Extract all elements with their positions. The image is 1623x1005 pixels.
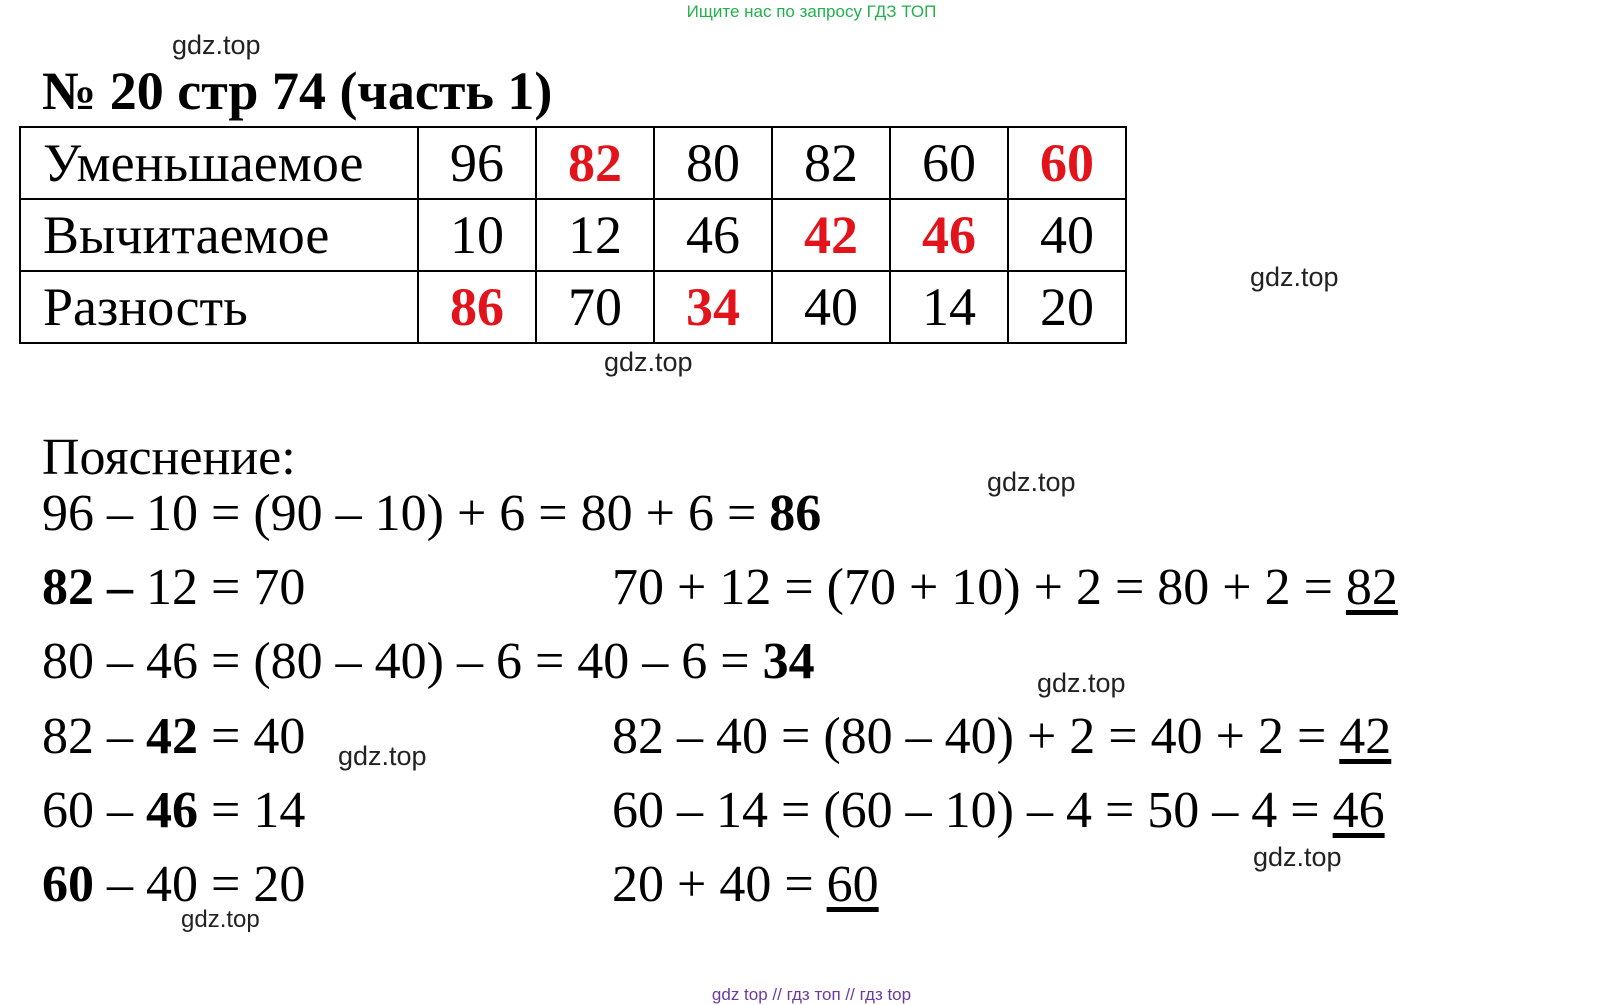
equation-segment: 46: [1332, 782, 1385, 839]
table-cell: 80: [654, 127, 772, 199]
explanation-heading: Пояснение:: [42, 429, 296, 486]
table-cell: 82: [772, 127, 890, 199]
equation-segment: 20 + 40 =: [612, 856, 827, 913]
watermark: gdz.top: [987, 467, 1076, 497]
equation-segment: 42: [1339, 708, 1392, 765]
equation-segment: = 14: [198, 782, 306, 839]
equation-segment: 60 –: [42, 782, 146, 839]
watermark: gdz.top: [1253, 842, 1342, 872]
equation-main: [42, 559, 306, 616]
equation-check: [612, 559, 1398, 616]
table-cell: 20: [1008, 271, 1126, 343]
equation-segment: 34: [762, 633, 815, 690]
table-cell: 60: [890, 127, 1008, 199]
table-cell: 40: [772, 271, 890, 343]
watermark: gdz.top: [338, 741, 427, 771]
row-label: Разность: [20, 271, 418, 343]
table-row: [20, 199, 1126, 271]
table-cell: 10: [418, 199, 536, 271]
table-cell: 46: [890, 199, 1008, 271]
equation-check: [612, 708, 1392, 765]
equation-segment: 60: [826, 856, 879, 913]
equation-check: [612, 782, 1385, 839]
equation-main: [42, 485, 822, 542]
equation-segment: 82 –: [42, 559, 146, 616]
equation-check: [612, 856, 879, 913]
table-cell: 40: [1008, 199, 1126, 271]
table-cell: 96: [418, 127, 536, 199]
page-title: № 20 стр 74 (часть 1): [42, 61, 553, 121]
watermark: gdz.top: [1250, 262, 1339, 292]
subtraction-table: [19, 126, 1127, 344]
footer-note: gdz top // гдз топ // гдз top: [711, 985, 912, 1004]
equation-segment: 82 –: [42, 708, 146, 765]
watermark: gdz.top: [604, 347, 693, 377]
equation-segment: 60: [42, 856, 94, 913]
equation-segment: 86: [769, 485, 822, 542]
equation-segment: = 40: [198, 708, 306, 765]
table-cell: 82: [536, 127, 654, 199]
table-cell: 14: [890, 271, 1008, 343]
row-label: Вычитаемое: [20, 199, 418, 271]
table-cell: 70: [536, 271, 654, 343]
table-row: [20, 271, 1126, 343]
watermark: gdz.top: [172, 30, 261, 60]
equation-segment: 80 – 46 = (80 – 40) – 6 = 40 – 6 =: [42, 633, 763, 690]
equation-segment: – 40 = 20: [94, 856, 306, 913]
equation-main: [42, 708, 306, 765]
equation-main: [42, 856, 306, 913]
table-cell: 86: [418, 271, 536, 343]
equation-segment: 46: [146, 782, 198, 839]
equation-segment: 42: [146, 708, 198, 765]
equation-main: [42, 633, 815, 690]
table-cell: 60: [1008, 127, 1126, 199]
table-cell: 46: [654, 199, 772, 271]
table-cell: 42: [772, 199, 890, 271]
equation-segment: 82: [1345, 559, 1398, 616]
equation-segment: 70 + 12 = (70 + 10) + 2 = 80 + 2 =: [612, 559, 1346, 616]
equation-segment: 82 – 40 = (80 – 40) + 2 = 40 + 2 =: [612, 708, 1340, 765]
equation-segment: 96 – 10 = (90 – 10) + 6 = 80 + 6 =: [42, 485, 770, 542]
row-label: Уменьшаемое: [20, 127, 418, 199]
table-cell: 34: [654, 271, 772, 343]
equation-segment: 60 – 14 = (60 – 10) – 4 = 50 – 4 =: [612, 782, 1333, 839]
watermark: gdz.top: [1037, 668, 1126, 698]
equation-segment: 12 = 70: [146, 559, 306, 616]
top-search-note: Ищите нас по запросу ГДЗ ТОП: [686, 2, 937, 21]
watermark: gdz.top: [181, 906, 260, 933]
table-cell: 12: [536, 199, 654, 271]
table-row: [20, 127, 1126, 199]
equation-main: [42, 782, 306, 839]
